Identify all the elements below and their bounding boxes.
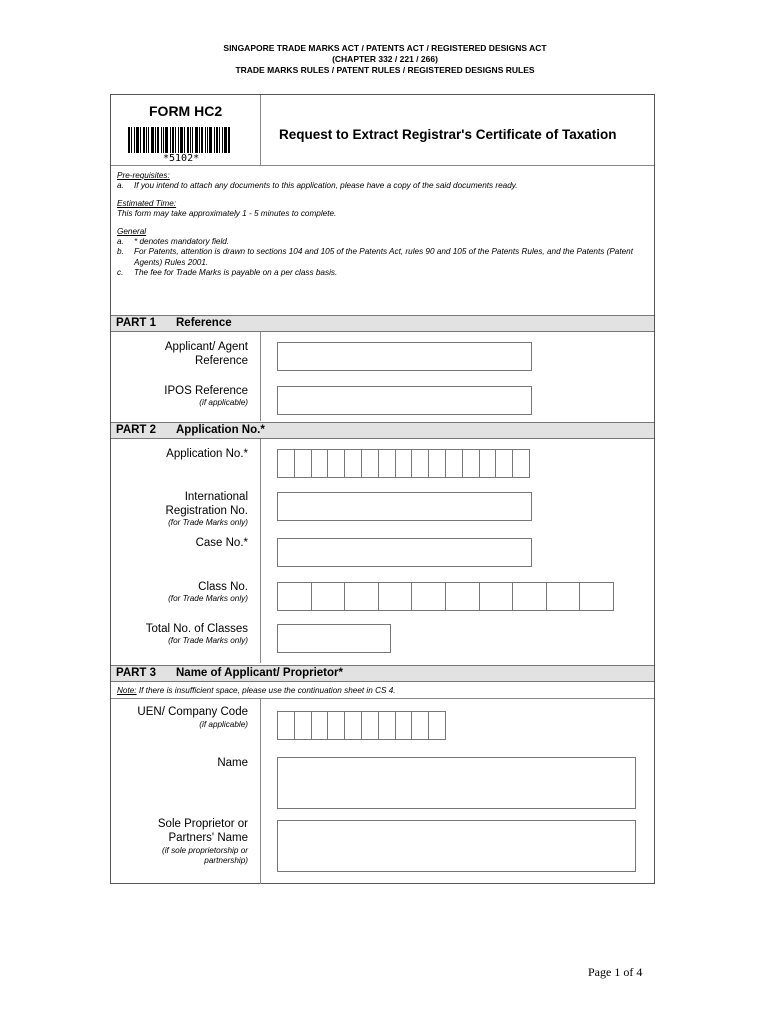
sole-proprietor-label-1: Sole Proprietor or	[157, 818, 248, 830]
class-no-sub: (for Trade Marks only)	[168, 594, 248, 603]
part1-number: PART 1	[116, 317, 157, 329]
part3-number: PART 3	[116, 667, 157, 679]
sole-proprietor-label-2: Partners' Name	[168, 832, 248, 844]
general-c-text: The fee for Trade Marks is payable on a per class basis.	[134, 268, 338, 278]
general-b-text: For Patents, attention is drawn to sections 104 and 105 of the Patents Act, rules 90 and 105 of the Patents Rules, and the Patents (Patent Agents) Rules 2001.	[134, 247, 633, 267]
prereq-a-key: a.	[117, 181, 124, 191]
intl-registration-label-1: International	[184, 491, 248, 503]
header-line-2: (CHAPTER 332 / 221 / 266)	[332, 54, 438, 64]
part2-header	[111, 422, 654, 439]
ipos-reference-label: IPOS Reference	[164, 385, 248, 397]
intl-registration-sub: (for Trade Marks only)	[168, 518, 248, 527]
ipos-reference-sub: (if applicable)	[199, 398, 248, 407]
part3-title: Name of Applicant/ Proprietor*	[176, 667, 343, 679]
part1-title: Reference	[176, 317, 232, 329]
general-a-text: * denotes mandatory field.	[134, 237, 230, 247]
total-classes-label: Total No. of Classes	[145, 623, 248, 635]
agent-reference-label-2: Reference	[194, 355, 248, 367]
time-heading: Estimated Time:	[117, 198, 177, 208]
intl-registration-label-2: Registration No.	[165, 505, 248, 517]
uen-input[interactable]	[277, 711, 446, 740]
general-c-key: c.	[117, 268, 124, 278]
case-no-label: Case No.*	[195, 537, 248, 549]
barcode-icon	[128, 127, 230, 153]
application-no-label: Application No.*	[166, 448, 248, 460]
header-line-3: TRADE MARKS RULES / PATENT RULES / REGISTERED DESIGNS RULES	[235, 65, 535, 75]
instructions	[117, 171, 652, 279]
general-heading: General	[117, 226, 147, 236]
prereq-a-text: If you intend to attach any documents to this application, please have a copy of the said documents ready.	[134, 181, 518, 191]
total-classes-sub: (for Trade Marks only)	[168, 636, 248, 645]
case-no-input[interactable]	[277, 538, 532, 567]
sole-proprietor-input[interactable]	[277, 820, 636, 872]
class-no-label: Class No.	[198, 581, 248, 593]
general-a-key: a.	[117, 237, 124, 247]
barcode-text: *5102*	[163, 153, 200, 164]
ipos-reference-input[interactable]	[277, 386, 532, 415]
request-title: Request to Extract Registrar's Certificate of Taxation	[279, 127, 617, 142]
part3-header	[111, 665, 654, 682]
sole-proprietor-sub-2: partnership)	[204, 856, 248, 865]
part3-note-label: Note:	[117, 686, 137, 695]
agent-reference-label-1: Applicant/ Agent	[164, 341, 248, 353]
part2-title: Application No.*	[176, 424, 265, 436]
form-title: FORM HC2	[149, 103, 223, 119]
agent-reference-input[interactable]	[277, 342, 532, 371]
name-label: Name	[217, 757, 248, 769]
form-hc2	[110, 94, 655, 884]
class-no-input[interactable]	[277, 582, 614, 611]
prereq-heading: Pre-requisites:	[117, 171, 170, 180]
uen-sub: (if applicable)	[199, 720, 248, 729]
part2-number: PART 2	[116, 424, 157, 436]
total-classes-input[interactable]	[277, 624, 391, 653]
name-input[interactable]	[277, 757, 636, 809]
general-b-key: b.	[117, 247, 124, 257]
part3-note-text: If there is insufficient space, please use the continuation sheet in CS 4.	[136, 686, 396, 695]
sole-proprietor-sub-1: (if sole proprietorship or	[161, 846, 248, 855]
part3-note	[117, 686, 396, 695]
uen-label: UEN/ Company Code	[137, 706, 248, 718]
time-text: This form may take approximately 1 - 5 minutes to complete.	[117, 209, 337, 219]
application-no-input[interactable]	[277, 449, 530, 478]
header-line-1: SINGAPORE TRADE MARKS ACT / PATENTS ACT / REGISTERED DESIGNS ACT	[223, 43, 547, 53]
part1-header	[111, 315, 654, 332]
intl-registration-input[interactable]	[277, 492, 532, 521]
page-number: Page 1 of 4	[588, 965, 643, 979]
